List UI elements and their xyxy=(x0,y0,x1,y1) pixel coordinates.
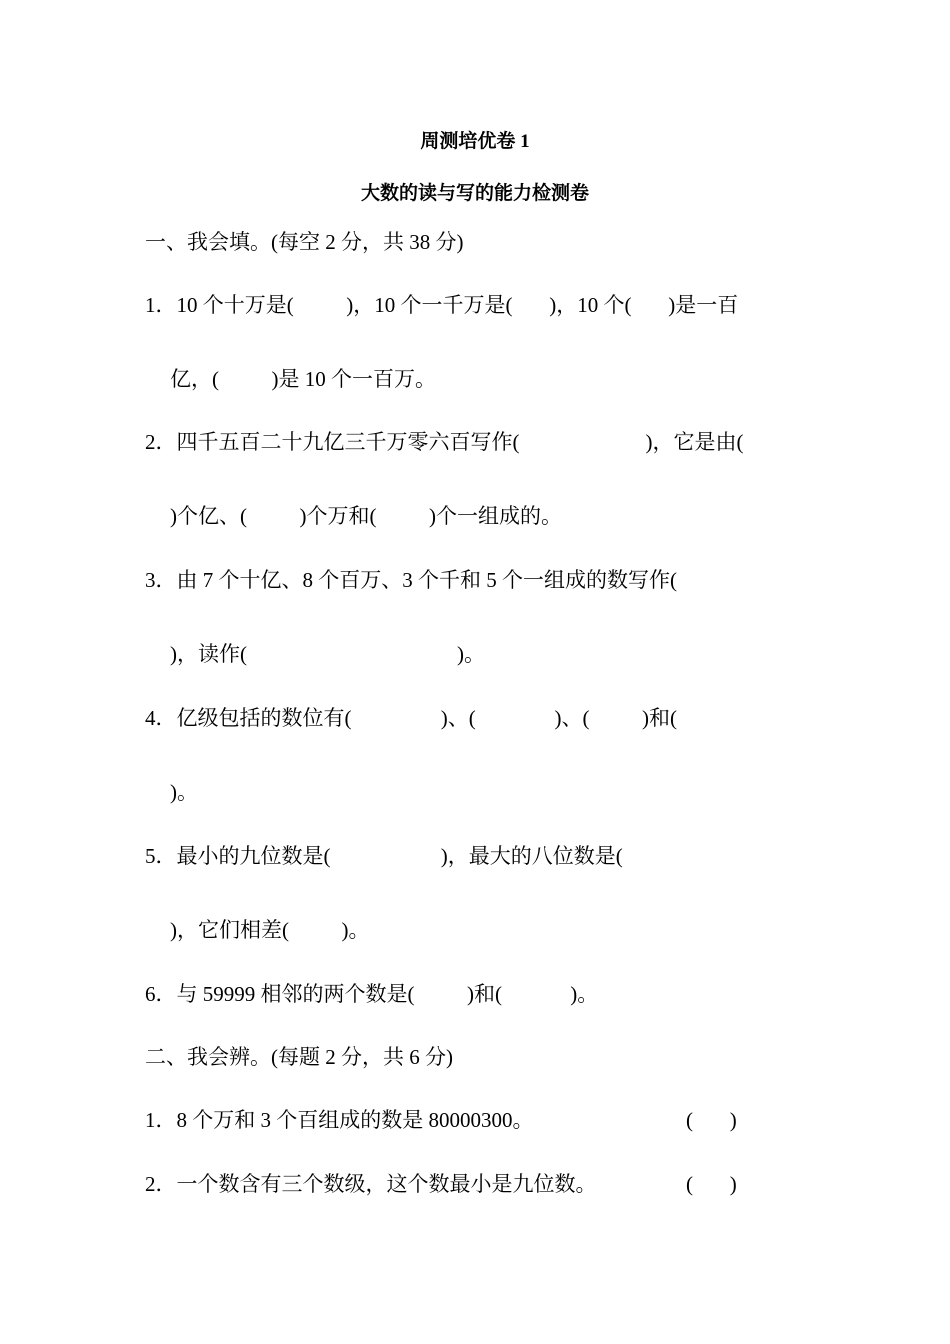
question-4-line-1: 4．亿级包括的数位有( )、( )、( )和( xyxy=(145,706,677,730)
question-1-line-2: 亿，( )是 10 个一百万。 xyxy=(170,367,436,391)
judge-question-1: 1．8 个万和 3 个百组成的数是 80000300。 xyxy=(145,1108,534,1132)
judge-answer-box-1: ( ) xyxy=(686,1108,737,1132)
question-2-line-2: )个亿、( )个万和( )个一组成的。 xyxy=(170,504,562,528)
section-2-heading: 二、我会辨。(每题 2 分，共 6 分) xyxy=(145,1045,453,1069)
judge-question-2: 2．一个数含有三个数级，这个数最小是九位数。 xyxy=(145,1172,597,1196)
question-2-line-1: 2．四千五百二十九亿三千万零六百写作( )，它是由( xyxy=(145,430,744,454)
section-1-heading: 一、我会填。(每空 2 分，共 38 分) xyxy=(145,230,464,254)
question-5-line-2: )，它们相差( )。 xyxy=(170,918,370,942)
page-title: 周测培优卷 1 xyxy=(420,131,530,152)
question-6-line-1: 6．与 59999 相邻的两个数是( )和( )。 xyxy=(145,982,599,1006)
judge-answer-box-2: ( ) xyxy=(686,1172,737,1196)
page-subtitle: 大数的读与写的能力检测卷 xyxy=(360,183,589,204)
question-5-line-1: 5．最小的九位数是( )，最大的八位数是( xyxy=(145,844,623,868)
question-3-line-1: 3．由 7 个十亿、8 个百万、3 个千和 5 个一组成的数写作( xyxy=(145,568,677,592)
question-3-line-2: )，读作( )。 xyxy=(170,642,485,666)
question-1-line-1: 1．10 个十万是( )，10 个一千万是( )，10 个( )是一百 xyxy=(145,293,739,317)
question-4-line-2: )。 xyxy=(170,780,198,804)
